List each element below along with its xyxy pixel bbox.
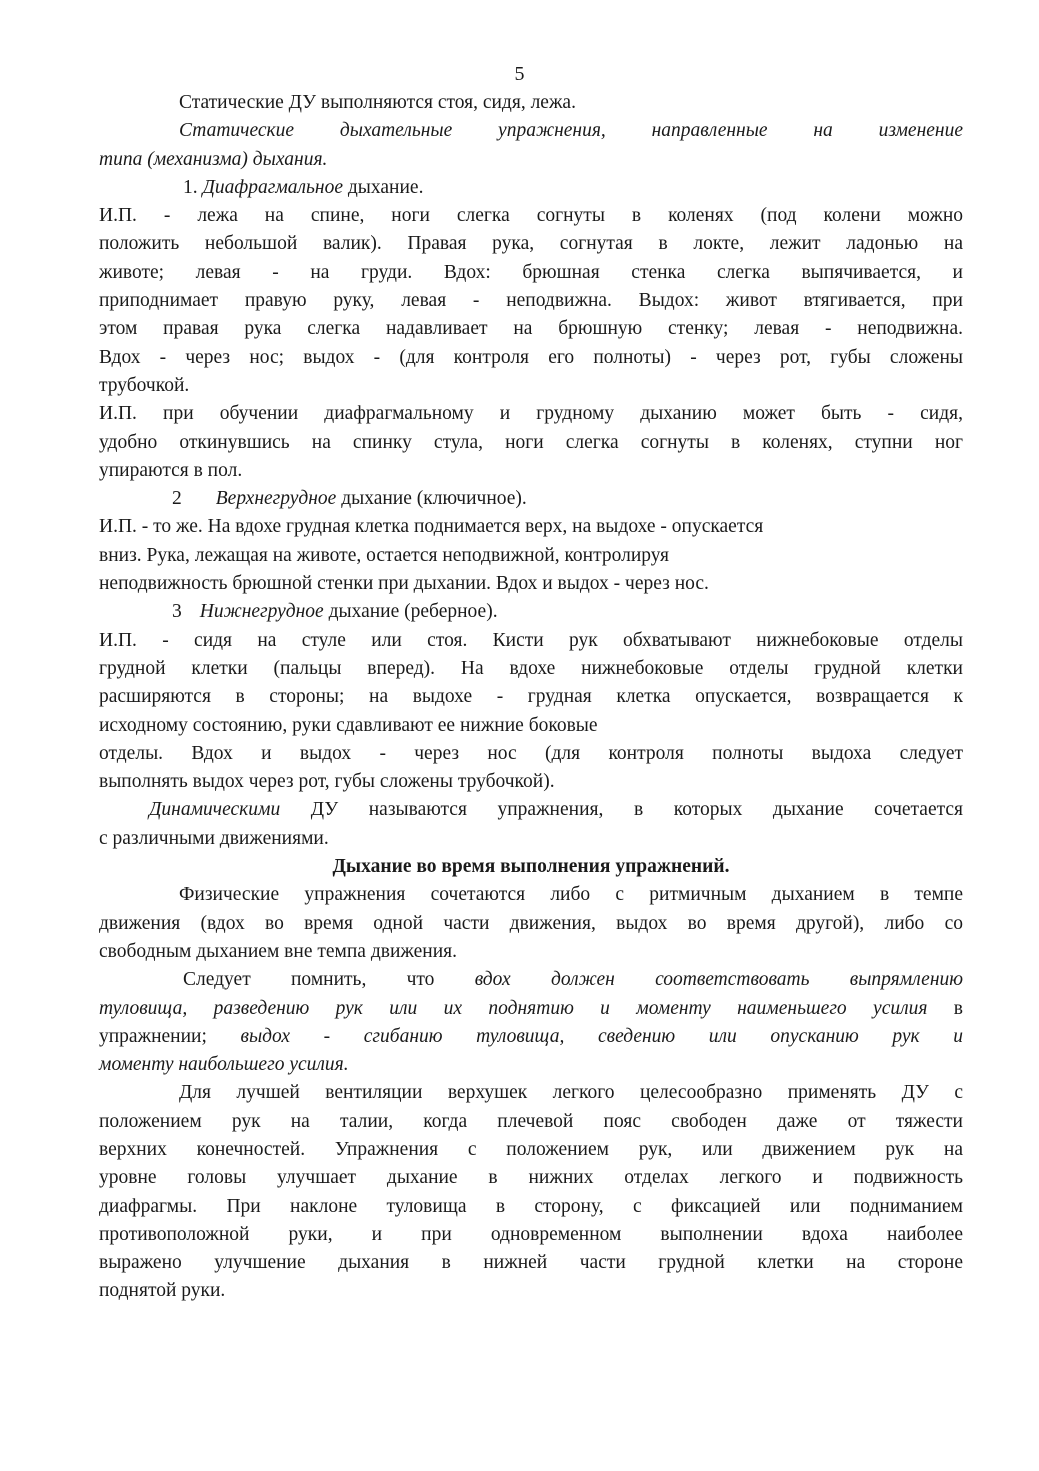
dynamic-definition-line2: с различными движениями. bbox=[99, 827, 329, 849]
item-3-line: И.П. - сидя на стуле или стоя. Кисти рук обхватывают нижнебоковые отделы bbox=[99, 629, 963, 651]
item-3-title: 3 Нижнегрудное дыхание (реберное). bbox=[172, 601, 498, 623]
item-1-line: трубочкой. bbox=[99, 374, 190, 396]
ventilation-line: противоположной руки, и при одновременном выполнении вдоха наиболее bbox=[99, 1223, 963, 1245]
ip-training-line: удобно откинувшись на спинку стула, ноги слегка согнуты в коленях, ступни ног bbox=[99, 431, 963, 453]
ventilation-line: выражено улучшение дыхания в нижней части грудной клетки на стороне bbox=[99, 1252, 963, 1274]
item-1-line: И.П. - лежа на спине, ноги слегка согнуты в коленях (под колени можно bbox=[99, 205, 963, 227]
dynamic-definition-line1: Динамическими ДУ называются упражнения, в которых дыхание сочетается bbox=[149, 799, 964, 821]
physical-exercises-line: свободным дыханием вне темпа движения. bbox=[99, 940, 457, 962]
ip-training-line: И.П. при обучении диафрагмальному и грудному дыханию может быть - сидя, bbox=[99, 403, 963, 425]
item-2-line: неподвижность брюшной стенки при дыхании. Вдох и выдох - через нос. bbox=[99, 573, 709, 595]
page-body bbox=[99, 89, 963, 1306]
page-number: 5 bbox=[514, 63, 525, 85]
remember-line2: туловища, разведению рук или их поднятию и моменту наименьшего усилия в bbox=[99, 997, 963, 1019]
remember-line3: упражнении; выдох - сгибанию туловища, сведению или опусканию рук и bbox=[99, 1025, 963, 1047]
physical-exercises-line: движения (вдох во время одной части движения, выдох во время другой), либо со bbox=[99, 912, 963, 934]
item-1-line: животе; левая - на груди. Вдох: брюшная стенка слегка выпячивается, и bbox=[99, 261, 963, 283]
item-3-line: выполнять выдох через рот, губы сложены трубочкой). bbox=[99, 771, 555, 793]
item-2-line: вниз. Рука, лежащая на животе, остается неподвижной, контролируя bbox=[99, 544, 670, 566]
ventilation-line: уровне головы улучшает дыхание в нижних отделах легкого и подвижность bbox=[99, 1167, 963, 1189]
physical-exercises-line: Физические упражнения сочетаются либо с ритмичным дыханием в темпе bbox=[179, 884, 963, 906]
item-1-line: этом правая рука слегка надавливает на брюшную стенку; левая - неподвижна. bbox=[99, 318, 963, 340]
item-2-title: 2 Верхнегрудное дыхание (ключичное). bbox=[172, 488, 527, 510]
ventilation-line: диафрагмы. При наклоне туловища в сторону, с фиксацией или подниманием bbox=[99, 1195, 963, 1217]
item-1-title: 1. Диафрагмальное дыхание. bbox=[183, 176, 424, 198]
item-1-line: положить небольшой валик). Правая рука, согнутая в локте, лежит ладонью на bbox=[99, 233, 963, 255]
heading-static-exercises-line1: Статические дыхательные упражнения, направленные на изменение bbox=[179, 120, 963, 142]
heading-static-exercises-line2: типа (механизма) дыхания. bbox=[99, 148, 328, 170]
ventilation-line: положением рук на талии, когда плечевой пояс свободен даже от тяжести bbox=[99, 1110, 963, 1132]
ventilation-line: Для лучшей вентиляции верхушек легкого целесообразно применять ДУ с bbox=[179, 1082, 963, 1104]
item-1-line: Вдох - через нос; выдох - (для контроля его полноты) - через рот, губы сложены bbox=[99, 346, 963, 368]
item-1-line: приподнимает правую руку, левая - неподвижна. Выдох: живот втягивается, при bbox=[99, 290, 963, 312]
item-2-line: И.П. - то же. На вдохе грудная клетка поднимается верх, на выдохе - опускается bbox=[99, 516, 764, 538]
item-3-line: грудной клетки (пальцы вперед). На вдохе нижнебоковые отделы грудной клетки bbox=[99, 657, 963, 679]
item-3-line: расширяются в стороны; на выдохе - грудная клетка опускается, возвращается к bbox=[99, 686, 963, 708]
item-3-line: отделы. Вдох и выдох - через нос (для контроля полноты выдоха следует bbox=[99, 742, 963, 764]
paragraph-static-intro: Статические ДУ выполняются стоя, сидя, лежа. bbox=[179, 92, 576, 113]
item-3-line: исходному состоянию, руки сдавливают ее нижние боковые bbox=[99, 714, 598, 736]
remember-line1: Следует помнить, что вдох должен соответствовать выпрямлению bbox=[183, 969, 964, 991]
ventilation-line: верхних конечностей. Упражнения с положением рук, или движением рук на bbox=[99, 1138, 963, 1160]
remember-line4: моменту наибольшего усилия. bbox=[99, 1054, 349, 1076]
ventilation-line: поднятой руки. bbox=[99, 1280, 226, 1302]
section-heading: Дыхание во время выполнения упражнений. bbox=[332, 856, 730, 878]
ip-training-line: упираются в пол. bbox=[99, 459, 243, 481]
